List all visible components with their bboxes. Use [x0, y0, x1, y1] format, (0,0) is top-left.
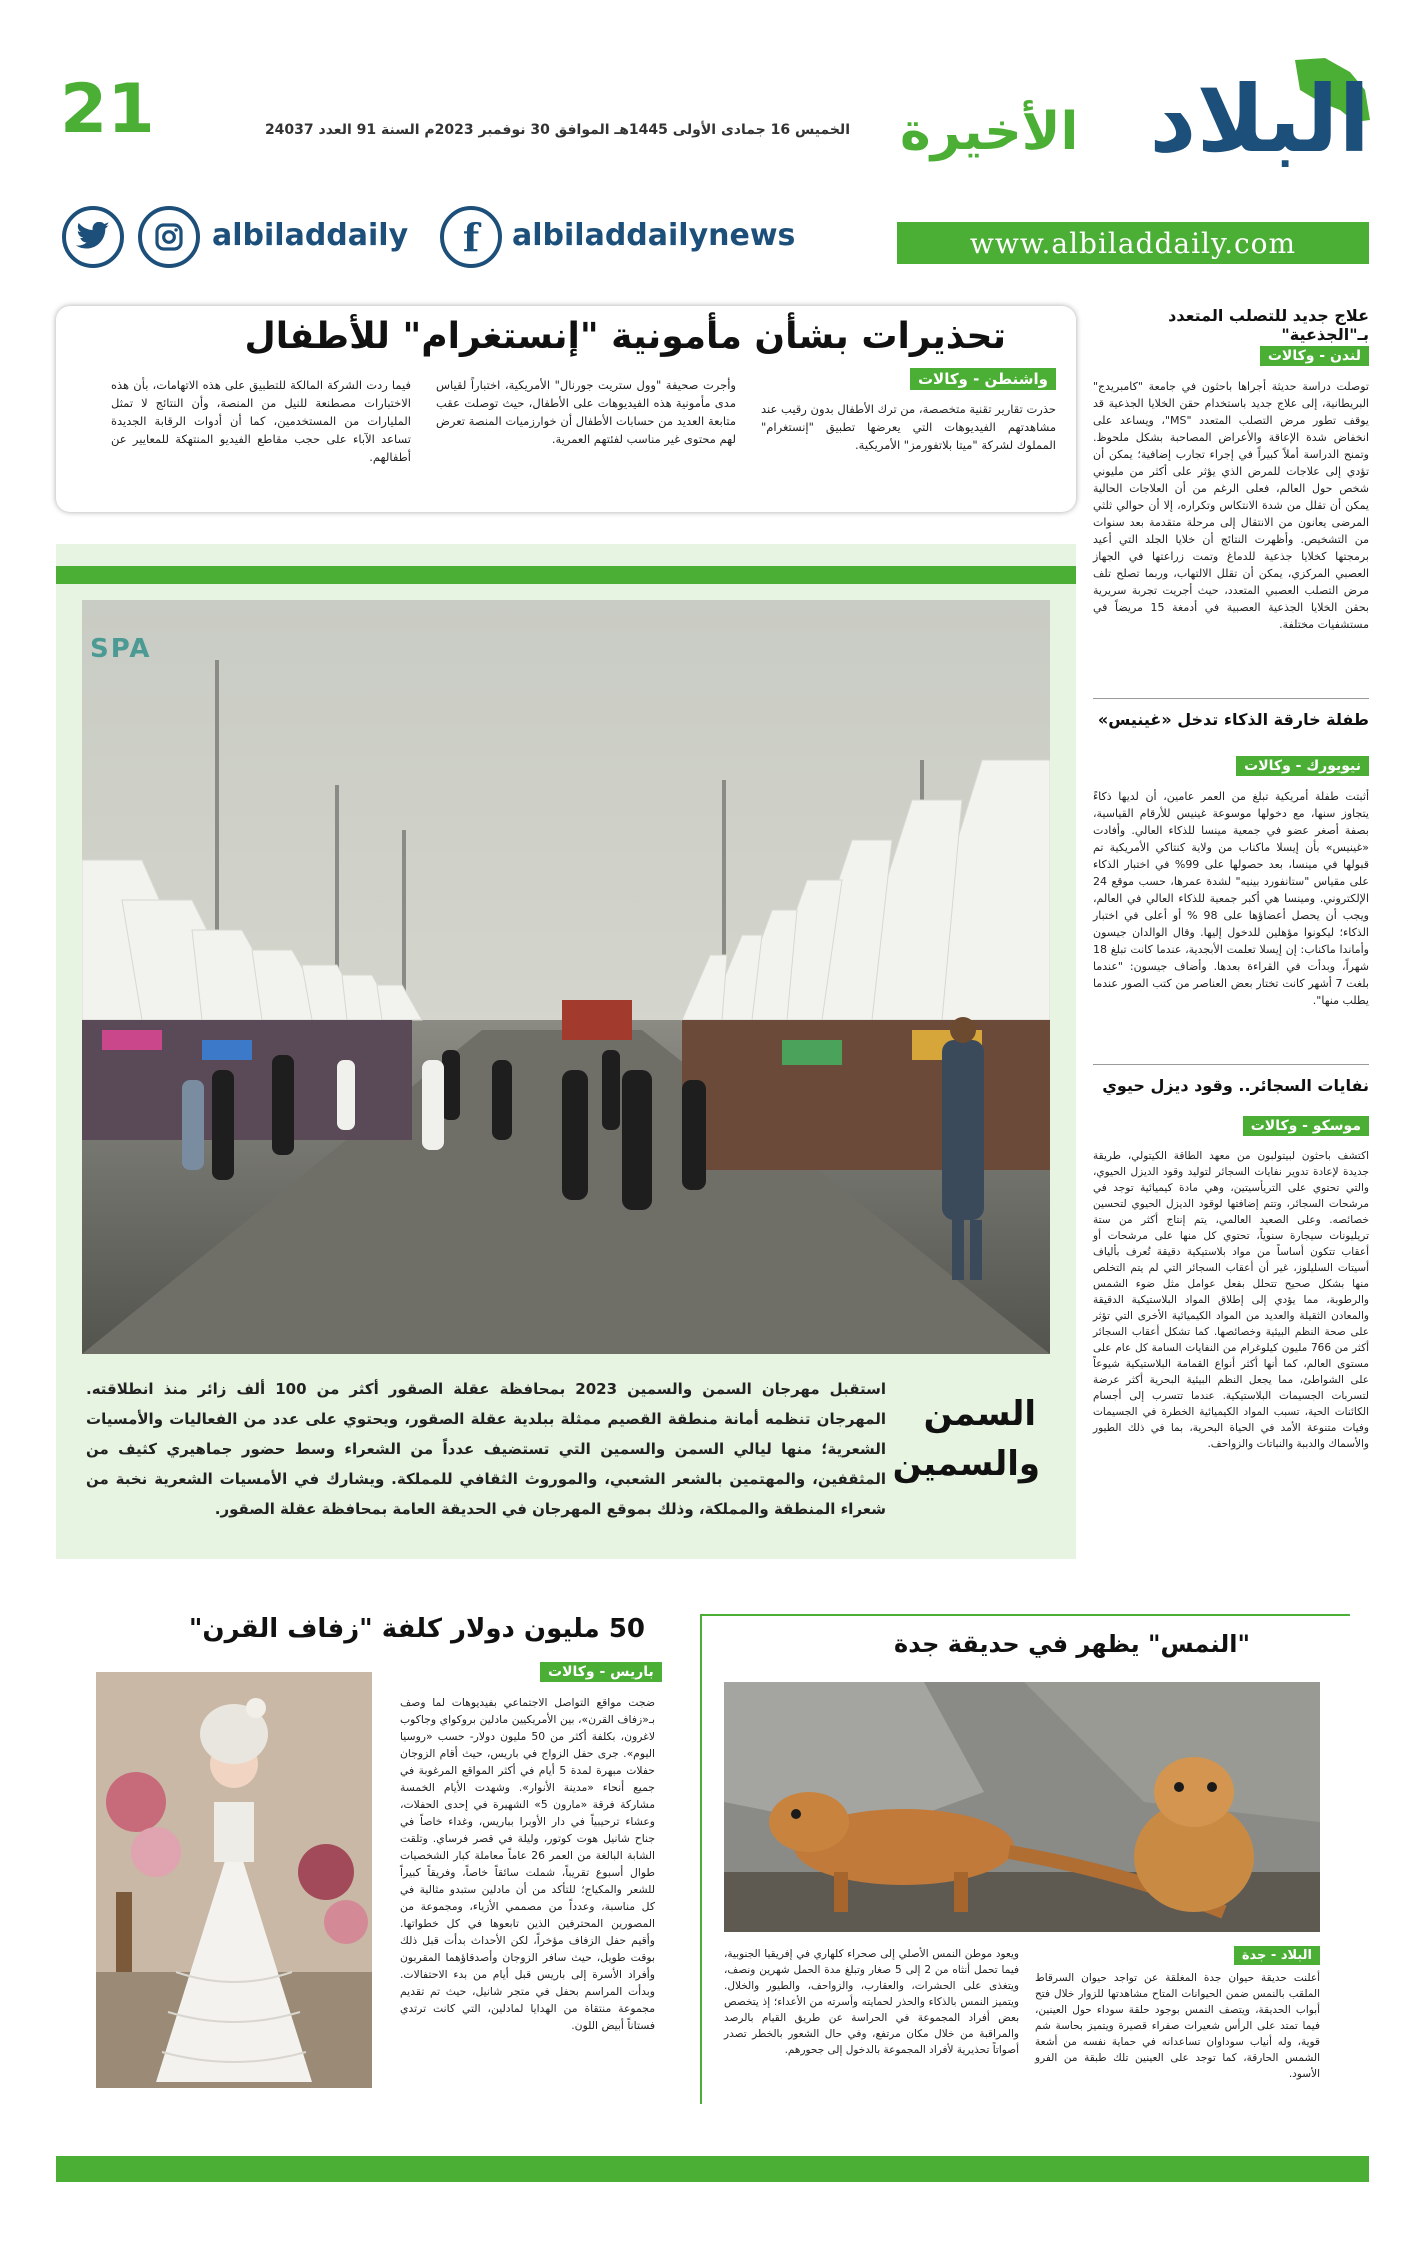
social-handle-albiladdaily[interactable]: albiladdaily	[212, 218, 409, 253]
footer-bar	[56, 2156, 1369, 2182]
logo-sub: الأخيرة	[900, 102, 1079, 162]
photo-feature-top-bar	[56, 566, 1076, 584]
mongoose-text-right: أعلنت حديقة حيوان جدة المغلقة عن تواجد حيوان السرقاط الملقب بالنمس ضمن الحيوانات المتاح مشاهدتها للزوار خلال فتح أبواب الحديقة، ويتصف النمس بوجود حلقة سوداء حول العينين، فيما تمتد على الرأس شعيرات صفراء قصيرة ويتميز بحاسة شم قوية، وله أنياب سوداوان تساعدانه في حماية نفسه من أشعة الشمس الحارقة، كما توجد على العينين تلك طبقة من الفرو الأسود.	[1035, 1972, 1320, 2080]
sidebar-divider	[1093, 1064, 1369, 1065]
mongoose-kicker: البلاد - جدة	[1234, 1946, 1320, 1965]
mongoose-photo	[724, 1682, 1320, 1932]
social-handle-albiladdailynews[interactable]: albiladdailynews	[512, 218, 796, 253]
sidebar-3-text: اكتشف باحثون لبيتولبون من معهد الطاقة الكيتولي، طريقة جديدة لإعادة تدوير نفايات السجائر لتوليد وقود الديزل الحيوي، والتي تحتوي على التريأسيتين، وهي مادة كيميائية توجد في مرشحات السجائر، وتتم إضافتها لوقود الديزل الحيوي لتحسين خصائصه. وعلى الصعيد العالمي، يتم إنتاج أكثر من ستة تريليونات سيجارة سنوياً، تحتوي كل منها على مرشحات أو أعقاب تتكون أساساً من مواد بلاستيكية دقيقة تُعرف بألياف أسيتات السليلوز، غير أن أعقاب السجائر التي لم يتم التخلص منها بشكل صحيح تتحلل بفعل عوامل مثل ضوء الشمس والرطوبة، مما يؤدي إلى إطلاق المواد البلاستيكية الدقيقة والمعادن الثقيلة والعديد من المواد الكيميائية الأخرى التي تؤثر على صحة النظم البيئية وخصائصها. كما تشكل أعقاب السجائر أكثر من 766 مليون كيلوغرام من النفايات السامة كل عام على مستوى العالم، كما أنها أكثر أنواع القمامة البلاستيكية شيوعاً على الشواطئ، مما يجعل النظم البيئية البحرية أكثر عرضة لتسربات الجسيمات البلاستيكية. عندما تتسرب إلى أجسام الكائنات الحية، تسبب المواد الكيميائية الخطرة في الجسيمات وفيات متنوعة الأمد في الحياة البحرية، بما في ذلك الطيور والأسماك والدببة والنباتات والزواحف.	[1093, 1150, 1369, 1450]
sidebar-2-headline: طفلة خارقة الذكاء تدخل «غينيس»	[1097, 710, 1369, 729]
website-url[interactable]: www.albiladdaily.com	[969, 226, 1297, 260]
mongoose-text-left: ويعود موطن النمس الأصلي إلى صحراء كلهاري في إفريقيا الجنوبية، فيما تحمل أنثاه من 2 إلى 5 صغار وتبلغ مدة الحمل شهرين ونصف، ويتغذى على الحشرات، والعقارب، والزواحف، والطيور والخلال. ويتميز النمس بالذكاء والحذر لحمايته وأسرته من الأعداء؛ إذ يتخصص بعض أفراد المجموعة في الحراسة عن طريق القيام بالرصد والمراقبة من خلال مكان مرتفع، وفي حال الشعور بالخطر تصدر أصواتاً تحذيرية لأفراد المجموعة بالدخول إلى جحورهم.	[724, 1948, 1020, 2056]
top-story-box	[56, 306, 1076, 512]
facebook-icon[interactable]: f	[440, 206, 502, 268]
page-number: 21	[60, 70, 155, 149]
sidebar-3-kicker: موسكو - وكالات	[1243, 1116, 1369, 1136]
sidebar-1-headline: علاج جديد للتصلب المتعدد بـ"الجذعية"	[1168, 306, 1369, 344]
logo-main: البلاد	[1149, 66, 1370, 173]
sidebar-1-text: توصلت دراسة حديثة أجراها باحثون في جامعة "كامبريدج" البريطانية، إلى علاج جديد باستخدام حقن الخلايا الجذعية قد يوقف تطور مرض التصلب المتعدد "MS"، ويساعد على انخفاض شدة الإعاقة والأعراض المصاحبة بشكل ملحوظ. وتمنح الدراسة أملاً كبيراً في إجراء تجارب إضافية؛ يمكن أن تؤدي إلى علاجات للمرض الذي يؤثر على أكثر من مليوني شخص حول العالم، فعلى الرغم من أن العلاجات الحالية يمكن أن تقلل من شدة الانتكاس وتكراره، إلا أن حوالي ثلثي المرضى يعانون من الانتقال إلى مرحلة متقدمة بعد سنوات من التشخيص. وأظهرت النتائج أن خلايا الجلد التي أعيد برمجتها كخلايا جذعية للدماغ وتمت زراعتها في الجهاز العصبي المركزي، يمكن أن تقلل الالتهاب، وربما تصلح تلف مرض التصلب العصبي المتعدد، حيث أجريت تجربة سريرية بحقن الخلايا الجذعية العصبية في أدمغة 15 مريضاً في مستشفيات مختلفة.	[1093, 380, 1369, 631]
sidebar	[1093, 306, 1369, 1560]
photo-feature-caption: استقبل مهرجان السمن والسمين 2023 بمحافظة عقلة الصقور أكثر من 100 ألف زائر منذ انطلاقته. المهرجان تنظمه أمانة منطقة القصيم ممثلة ببلدية عقلة الصقور، ويحتوي على عدد من الفعاليات والأمسيات الشعرية؛ منها ليالي السمن والسمين التي تستضيف عدداً من الشعراء وسط حضور جماهيري كثيف من المثقفين، والمهتمين بالشعر الشعبي، والموروث الثقافي للمملكة. ويشارك في الأمسيات الشعرية نخبة من شعراء المنطقة والمملكة، وذلك بموقع المهرجان في الحديقة العامة بمحافظة عقلة الصقور.	[86, 1380, 886, 1518]
top-story-col2: وأجرت صحيفة "وول ستريت جورنال" الأمريكية، اختباراً لقياس مدى مأمونية هذه الفيديوهات على الأطفال، حيث توصلت عقب متابعة العديد من حسابات الأطفال أن خوارزميات المنصة تعرض لهم محتوى غير مناسب لفئتهم العمرية.	[436, 378, 736, 446]
photo-feature-title-1: السمن	[923, 1394, 1036, 1434]
sidebar-divider	[1093, 698, 1369, 699]
paris-kicker: باريس - وكالات	[540, 1662, 662, 1682]
twitter-icon[interactable]	[62, 206, 124, 268]
dateline: الخميس 16 جمادى الأولى 1445هـ الموافق 30 نوفمبر 2023م السنة 91 العدد 24037	[264, 122, 850, 138]
paris-text: ضجت مواقع التواصل الاجتماعي بفيديوهات لما وصف بـ«زفاف القرن»، بين الأمريكيين مادلين بروكواي وجاكوب لاغرون، بكلفة أكثر من 50 مليون دولار- حسب «روسيا اليوم». جرى حفل الزواج في باريس، حيث أقام الزوجان حفلات مبهرة لمدة 5 أيام في أكثر المواقع المرغوبة في جميع أنحاء «مدينة الأنوار». وشهدت الأيام الخمسة مشاركة فرقة «مارون 5» الشهيرة في إحدى الحفلات، وعشاء ترحيبياً في دار الأوبرا بباريس، وغداء خاصاً في جناح شانيل هوت كوتور، وليلة في قصر فرساي. وتلقت الشابة البالغة من العمر 26 عاماً معاملة كبار الشخصيات طوال أسبوع تقريباً، شملت سائقاً خاصاً، وفريقاً كبيراً للشعر والمكياج؛ للتأكد من أن مادلين ستبدو مثالية في كل مناسبة، وعدداً من مصممي الأزياء، ومجموعة من المصورين المحترفين الذين تابعوها في كل خطواتها. وأقيم حفل الزفاف مؤخراً، لكن الأحداث بدأت قبل ذلك بوقت طويل، حيث سافر الزوجان وأصدقاؤهما المقربون وأفراد الأسرة إلى باريس قبل أيام من بدء الاحتفالات. وبدأت المراسم بحفل في متجر شانيل، حيث تم تقديم مجموعة منتقاة من الهدايا لمادلين، التي كانت ترتدي فستاناً أبيض اللون.	[400, 1696, 656, 2032]
sidebar-2-kicker: نيويورك - وكالات	[1236, 756, 1369, 776]
sidebar-3-headline: نفايات السجائر.. وقود ديزل حيوي	[1102, 1076, 1369, 1095]
mongoose-box	[700, 1614, 1350, 2104]
top-story-headline: تحذيرات بشأن مأمونية "إنستغرام" للأطفال	[244, 316, 1006, 357]
paris-headline: 50 مليون دولار كلفة "زفاف القرن"	[188, 1614, 645, 1644]
website-bar[interactable]	[897, 222, 1369, 264]
top-story-col1: حذرت تقارير تقنية متخصصة، من ترك الأطفال بدون رقيب عند مشاهدتهم الفيديوهات التي يعرضها تطبيق "إنستغرام" المملوك لشركة "ميتا بلاتفورمز" الأمريكية.	[761, 402, 1056, 452]
top-story-col3: فيما ردت الشركة المالكة للتطبيق على هذه الاتهامات، بأن هذه الاختبارات مصطنعة للنيل من المنصة، وأن النتائج لا تمثل المليارات من المستخدمين، كما أن أدوات الرقابة الجديدة تساعد الآباء على حجب مقاطع الفيديو المنتهكة للمعايير عن أطفالهم.	[111, 378, 411, 464]
sidebar-1-kicker: لندن - وكالات	[1260, 346, 1369, 366]
mongoose-headline: "النمس" يظهر في حديقة جدة	[894, 1630, 1250, 1658]
bride-photo	[96, 1672, 372, 2088]
photo-feature-title-2: والسمين	[892, 1444, 1040, 1484]
masthead-logo	[900, 50, 1375, 190]
spa-logo: SPA	[90, 634, 152, 664]
sidebar-2-text: أثبتت طفلة أمريكية تبلغ من العمر عامين، أن لديها ذكاءً يتجاوز سنها، مع دخولها موسوعة غينيس للأرقام القياسية، بصفة أصغر عضو في جمعية مينسا للذكاء العالي. وأفادت «غينيس» بأن إيسلا ماكناب من ولاية كنتاكي الأمريكية تم قبولها في مينسا، بعد حصولها على 99% في اختبار الذكاء على مقياس "ستانفورد بينيه" لشدة عمرها، حسب موقع 24 الإلكتروني. ومينسا هي أكبر جمعية للذكاء العالي في العالم، ويجب أن يحصل أعضاؤها على 98 % أو أعلى في اختبار الذكاء؛ ليكونوا مؤهلين للدخول إليها. وقال الوالدان جيسون وأماندا ماكناب: إن إيسلا تعلمت الأبجدية، عندما كانت تبلغ 18 شهراً، وبدأت في القراءة بعدها. وأضاف جيسون: "عندما بلغت 7 أشهر كانت تختار بعض العناصر من كتب الصور عندما يطلب منها".	[1093, 790, 1369, 1007]
instagram-icon[interactable]	[138, 206, 200, 268]
top-story-kicker: واشنطن - وكالات	[910, 368, 1056, 390]
photo-feature-box	[56, 544, 1076, 1559]
festival-photo	[82, 600, 1050, 1354]
